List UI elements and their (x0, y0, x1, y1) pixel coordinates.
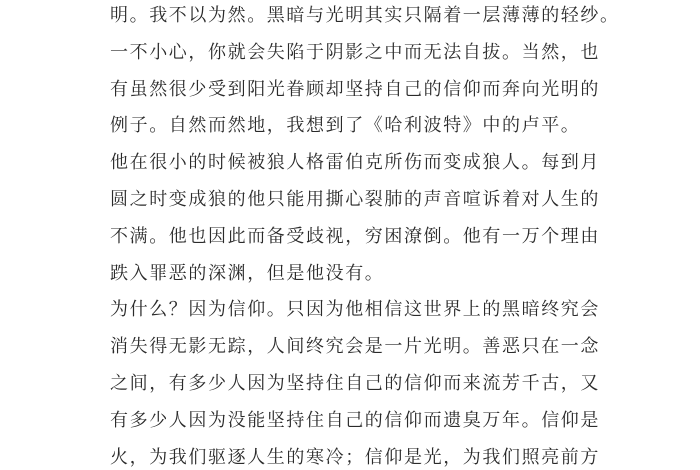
text-line: 圆之时变成狼的他只能用撕心裂肺的声音喧诉着对人生的 (110, 188, 600, 210)
text-line: 例子。自然而然地，我想到了《哈利波特》中的卢平。 (110, 115, 581, 137)
text-line: 明。我不以为然。黑暗与光明其实只隔着一层薄薄的轻纱。 (110, 5, 620, 26)
text-line: 一不小心，你就会失陷于阴影之中而无法自拔。当然，也 (110, 41, 600, 63)
text-line: 不满。他也因此而备受歧视，穷困潦倒。他有一万个理由 (110, 225, 600, 247)
text-line: 消失得无影无踪，人间终究会是一片光明。善恶只在一念 (110, 336, 600, 358)
text-line: 有虽然很少受到阳光眷顾却坚持自己的信仰而奔向光明的 (110, 78, 600, 100)
text-line: 火，为我们驱逐人生的寒冷；信仰是光，为我们照亮前方 (110, 446, 600, 468)
text-line: 他在很小的时候被狼人格雷伯克所伤而变成狼人。每到月 (110, 152, 600, 174)
text-line: 为什么？因为信仰。只因为他相信这世界上的黑暗终究会 (110, 299, 600, 321)
text-line: 跌入罪恶的深渊，但是他没有。 (110, 262, 385, 284)
text-line: 之间，有多少人因为坚持住自己的信仰而来流芳千古，又 (110, 372, 600, 394)
text-line: 有多少人因为没能坚持住自己的信仰而遗臭万年。信仰是 (110, 409, 600, 431)
essay-text (110, 0, 620, 470)
